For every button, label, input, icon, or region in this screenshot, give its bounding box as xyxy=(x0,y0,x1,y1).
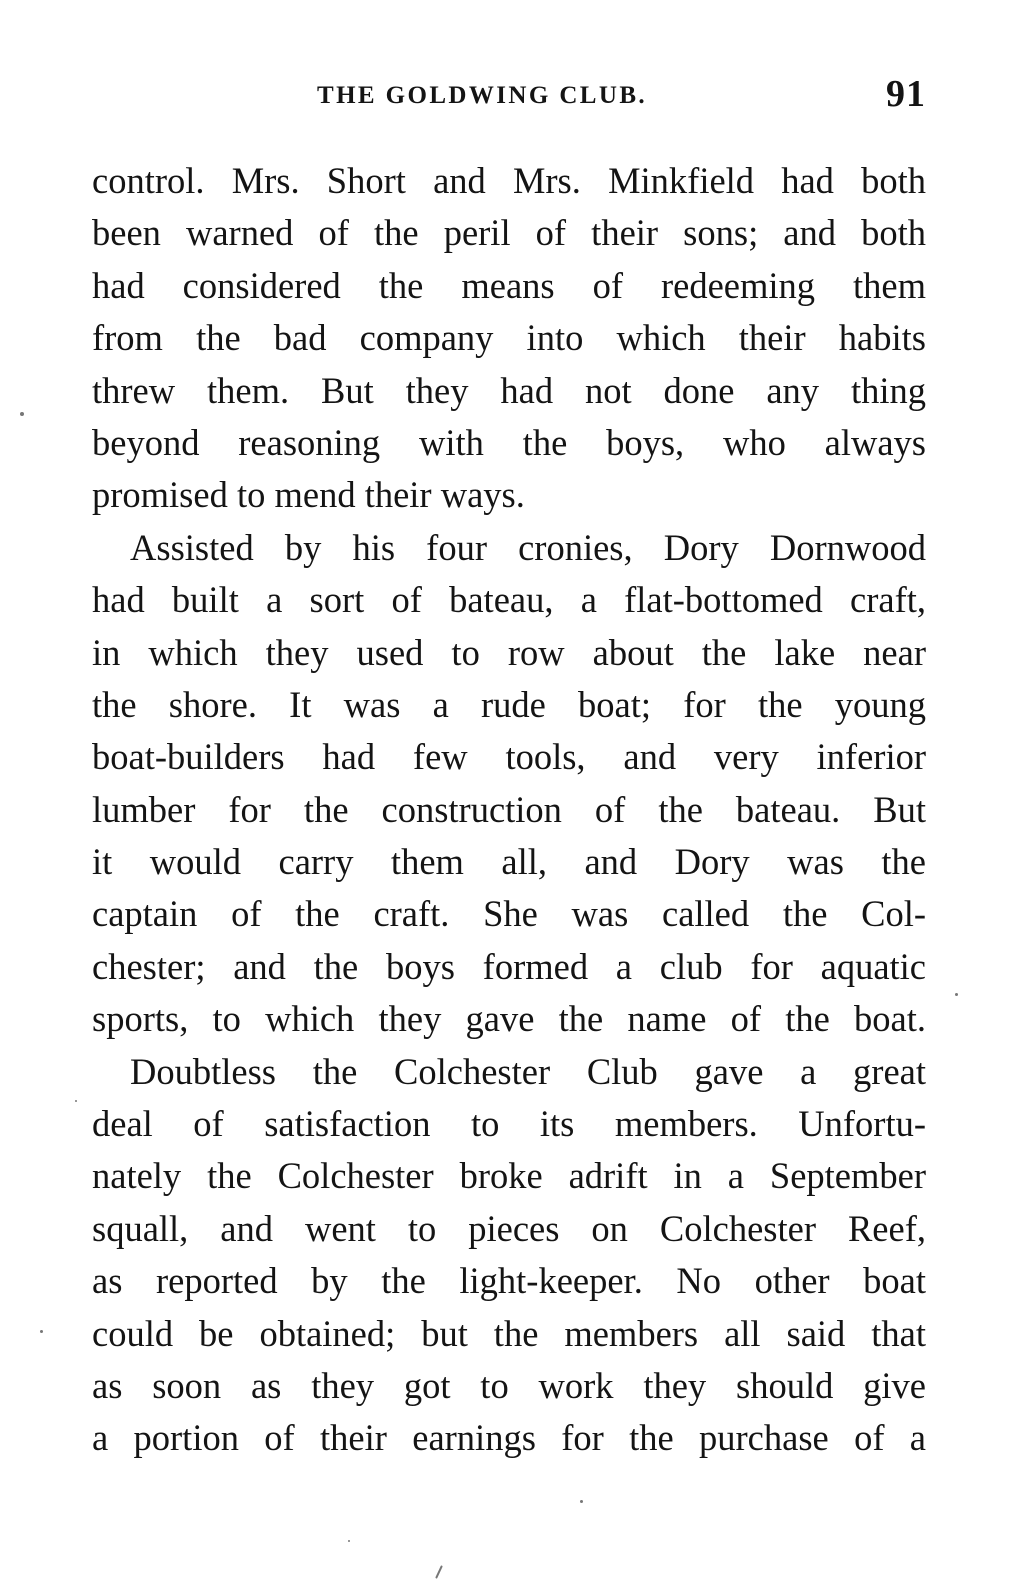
text-line: as reported by the light-keeper. No other boat xyxy=(92,1260,926,1302)
text-line: had considered the means of redeeming them xyxy=(92,264,926,306)
running-title: THE GOLDWING CLUB. xyxy=(317,82,648,109)
scan-speck xyxy=(20,412,24,416)
scan-speck xyxy=(75,1100,77,1102)
text-line: boat-builders had few tools, and very inferior xyxy=(92,736,926,778)
text-line: squall, and went to pieces on Colchester Reef, xyxy=(92,1207,926,1249)
body-text xyxy=(92,155,926,1465)
text-line: been warned of the peril of their sons; and both xyxy=(92,212,926,254)
text-line: threw them. But they had not done any thing xyxy=(92,369,926,411)
text-line: the shore. It was a rude boat; for the young xyxy=(92,683,926,725)
paragraph-first-line: Assisted by his four cronies, Dory Dornwood xyxy=(130,526,926,568)
text-line: as soon as they got to work they should give xyxy=(92,1364,926,1406)
text-line: control. Mrs. Short and Mrs. Minkfield had both xyxy=(92,160,926,201)
text-line: sports, to which they gave the name of the boat. xyxy=(92,998,926,1040)
scan-speck xyxy=(348,1540,350,1542)
scan-speck xyxy=(40,1330,43,1333)
scan-speck xyxy=(580,1500,583,1503)
scan-speck xyxy=(435,1565,443,1579)
text-line: could be obtained; but the members all said that xyxy=(92,1312,926,1354)
text-line: lumber for the construction of the bateau. But xyxy=(92,788,926,830)
text-line: a portion of their earnings for the purchase of a xyxy=(92,1417,926,1459)
paragraph-first-line: Doubtless the Colchester Club gave a great xyxy=(130,1050,926,1092)
text-line: it would carry them all, and Dory was the xyxy=(92,841,926,883)
scan-speck xyxy=(955,993,958,996)
text-line: in which they used to row about the lake near xyxy=(92,631,926,673)
text-line: nately the Colchester broke adrift in a September xyxy=(92,1155,926,1197)
page-number: 91 xyxy=(886,73,926,115)
text-line: promised to mend their ways. xyxy=(92,474,525,516)
running-header xyxy=(92,72,926,120)
text-line: from the bad company into which their habits xyxy=(92,317,926,359)
text-line: beyond reasoning with the boys, who always xyxy=(92,421,926,463)
text-line: captain of the craft. She was called the Col- xyxy=(92,893,926,935)
text-line: deal of satisfaction to its members. Unfortu- xyxy=(92,1103,926,1145)
text-line: chester; and the boys formed a club for aquatic xyxy=(92,945,926,987)
text-line: had built a sort of bateau, a flat-bottomed craft, xyxy=(92,579,926,621)
